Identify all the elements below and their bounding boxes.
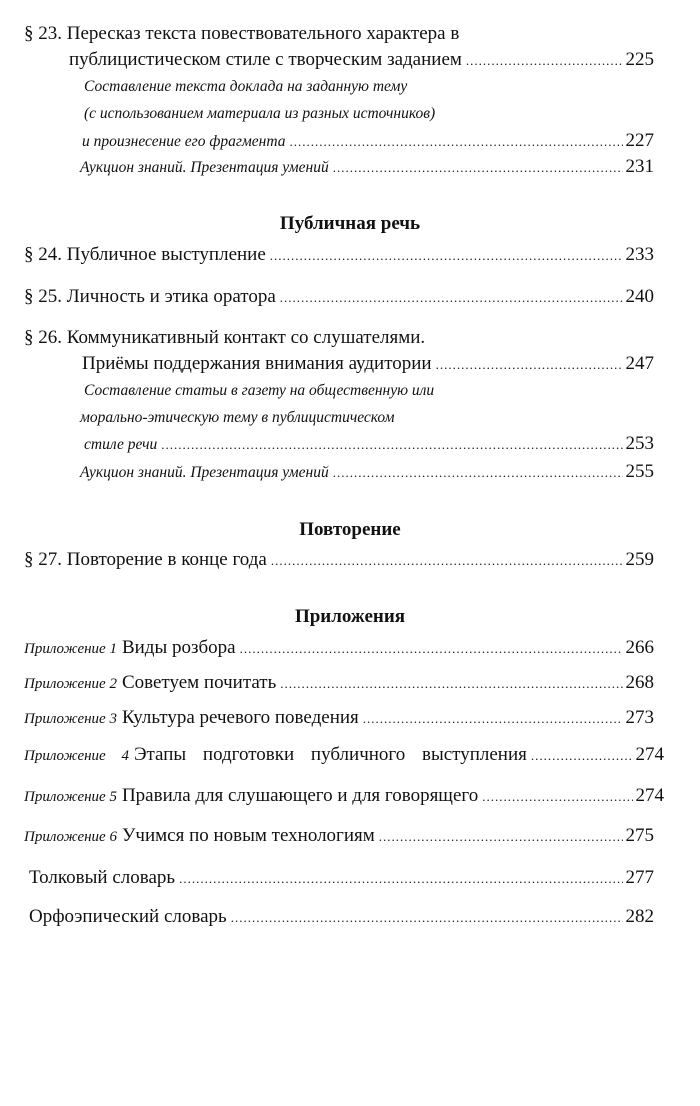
appendix-prefix: Приложение 2 [24, 676, 117, 692]
toc-entry-title: Этапы подготовки публичного выступления [133, 744, 527, 765]
page-number: 253 [625, 433, 654, 454]
toc-appendix-5[interactable] [24, 784, 664, 809]
dot-leader [333, 462, 623, 484]
page-number: 275 [625, 825, 654, 846]
toc-appendix-1[interactable] [24, 636, 654, 661]
dot-leader [231, 906, 623, 930]
section-heading-appendices: Приложения [294, 606, 406, 627]
toc-entry-title: Виды розбора [121, 637, 236, 658]
toc-entry-title: Правила для слушающего и для говорящего [121, 785, 479, 806]
toc-entry-title: стиле речи [84, 436, 158, 453]
toc-appendix-4[interactable] [24, 743, 664, 768]
toc-entry-glossary[interactable] [29, 866, 654, 891]
toc-entry-title: публицистическом стиле с творческим заданием [69, 49, 462, 70]
toc-entry-24[interactable] [24, 243, 654, 268]
toc-entry-title: § 27. Повторение в конце года [24, 549, 267, 570]
toc-appendix-3[interactable] [24, 706, 654, 731]
section-heading-review: Повторение [299, 519, 401, 540]
dot-leader [161, 434, 622, 456]
toc-entry-26[interactable] [82, 352, 654, 377]
page-number: 274 [635, 785, 664, 806]
toc-entry-27[interactable] [24, 548, 654, 573]
toc-appendix-2[interactable] [24, 671, 654, 696]
section-heading-public-speech: Публичная речь [279, 213, 421, 234]
appendix-prefix: Приложение 6 [24, 829, 117, 845]
toc-entry-title: Орфоэпический словарь [29, 906, 227, 927]
toc-appendix-6[interactable] [24, 824, 654, 849]
toc-entry-title: § 25. Личность и этика оратора [24, 286, 276, 307]
appendix-prefix: Приложение 5 [24, 789, 117, 805]
page-number: 225 [625, 49, 654, 70]
dot-leader [280, 672, 622, 696]
toc-entry-title: Приёмы поддержания внимания аудитории [82, 353, 432, 374]
dot-leader [289, 131, 622, 153]
dot-leader [280, 286, 623, 310]
page-number: 233 [625, 244, 654, 265]
dot-leader [436, 353, 623, 377]
dot-leader [333, 157, 623, 179]
toc-sub-entry-auction-2[interactable] [80, 461, 654, 484]
page-number: 240 [625, 286, 654, 307]
toc-entry-26-line1: § 26. Коммуникативный контакт со слушателями. [24, 327, 426, 348]
toc-entry-title: и произнесение его фрагмента [82, 133, 286, 150]
toc-entry-orthoepic[interactable] [29, 905, 654, 930]
page-number: 268 [625, 672, 654, 693]
toc-entry-title: Толковый словарь [29, 867, 176, 888]
toc-sub-entry-auction-1[interactable] [80, 156, 654, 179]
page-number: 259 [625, 549, 654, 570]
page-number: 277 [625, 867, 654, 888]
page-number: 227 [625, 130, 654, 151]
toc-entry-title: Учимся по новым технологиям [121, 825, 375, 846]
page-number: 282 [625, 906, 654, 927]
toc-entry-title: Аукцион знаний. Презентация умений [80, 464, 329, 481]
page-number: 273 [625, 707, 654, 728]
dot-leader [240, 637, 623, 661]
page-number: 247 [625, 353, 654, 374]
page-number: 255 [625, 461, 654, 482]
dot-leader [363, 707, 623, 731]
toc-entry-title: Культура речевого поведения [121, 707, 359, 728]
dot-leader [379, 825, 623, 849]
toc-entry-25[interactable] [24, 285, 654, 310]
appendix-prefix: Приложение 3 [24, 711, 117, 727]
toc-sub-entry-line: морально-этическую тему в публицистическом [80, 409, 395, 426]
dot-leader [531, 744, 633, 768]
appendix-prefix: Приложение 1 [24, 641, 117, 657]
toc-entry-title: Аукцион знаний. Презентация умений [80, 159, 329, 176]
toc-sub-entry-line: Составление статьи в газету на общественную или [84, 382, 435, 399]
dot-leader [179, 867, 622, 891]
toc-entry-title: § 24. Публичное выступление [24, 244, 266, 265]
page-number: 231 [625, 156, 654, 177]
dot-leader [270, 244, 623, 268]
dot-leader [466, 49, 623, 73]
toc-sub-entry-line: (с использованием материала из разных источников) [84, 105, 436, 122]
toc-sub-entry-line: Составление текста доклада на заданную тему [84, 78, 408, 95]
appendix-prefix: Приложение 4 [24, 748, 129, 764]
toc-sub-entry-report[interactable] [82, 130, 654, 153]
toc-entry-23-line1: § 23. Пересказ текста повествовательного характера в [24, 23, 460, 44]
page-number: 274 [635, 744, 664, 765]
page-number: 266 [625, 637, 654, 658]
toc-entry-title: Советуем почитать [121, 672, 277, 693]
toc-entry-23[interactable] [69, 48, 654, 73]
dot-leader [482, 785, 632, 809]
toc-sub-entry-article[interactable] [84, 433, 654, 456]
dot-leader [271, 549, 623, 573]
